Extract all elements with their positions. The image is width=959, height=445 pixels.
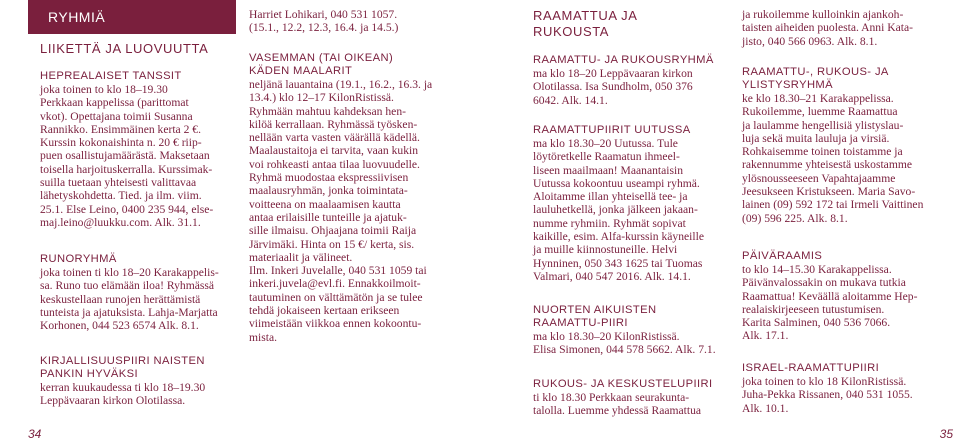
page-title-creativity: LIIKETTÄ JA LUOVUUTTA	[40, 41, 209, 56]
section-body: neljänä lauantaina (19.1., 16.2., 16.3. ja 13.4.) klo 12–17 KilonRistissä. Ryhmään mahtuu kahdeksan hen- kilöä kerrallaan. Ryhmässä työsken- nellään varta vasten väärällä kädellä. Maalaustaitoja ei tarvita, vaan kukin voi rohkeasti antaa tilaa luovuudelle. Ryhmä muodostaa ekspressiivisen maalausryhmän, jonka toimintata- voitteena on maalaamisen kautta antaa erilaisille tunteille ja ajatuk- sille ilmaisu. Ohjaajana toimii Raija Järvimäki. Hinta on 15 €/ kerta, sis. materiaalit ja välineet. Ilm. Inkeri Juvelalle, 040 531 1059 tai inkeri.juvela@evl.fi. Ennakkoilmoit- tautuminen on välttämätön ja se tulee tehdä jokaiseen kertaan erikseen viimeistään viikkoa ennen kokoontu- mista.	[249, 78, 433, 344]
section-heading: RAAMATTU-, RUKOUS- JA YLISTYSRYHMÄ	[742, 66, 889, 91]
section-young-adults	[533, 304, 747, 357]
section-heading: RUKOUS- JA KESKUSTELUPIIRI	[533, 378, 713, 390]
section-heading: KIRJALLISUUSPIIRI NAISTEN PANKIN HYVÄKSI	[40, 355, 205, 380]
section-body: ke klo 18.30–21 Karakappelissa. Rukoilemme, luemme Raamattua ja laulamme hengellisiä ylistyslau- luja sekä muita lauluja ja virsiä. Rohkaisemme toinen toistamme ja rakennumme yhteisestä uskostamme ylösnousseeseen Vapahtajaamme Jeesukseen Kristukseen. Maria Savo- lainen (09) 592 172 tai Irmeli Vaittinen (09) 596 225. Alk. 8.1.	[742, 92, 924, 225]
section-body: joka toinen ti klo 18–20 Karakappelis- sa. Runo tuo elämään iloa! Ryhmässä keskustellaan runojen herättämistä tunteista ja ajatuksista. Lahja-Marjatta Korhonen, 044 523 6574 Alk. 8.1.	[40, 266, 219, 333]
section-heading: RUNORYHMÄ	[40, 253, 117, 265]
section-banner	[28, 0, 236, 34]
section-poetry-group	[40, 253, 236, 332]
page-number-left: 34	[28, 427, 42, 441]
section-continuation	[742, 8, 954, 48]
section-body: Harriet Lohikari, 040 531 1057. (15.1., 12.2, 12.3, 16.4. ja 14.5.)	[249, 8, 399, 35]
section-body: joka toinen to klo 18 KilonRistissä. Juha-Pekka Rissanen, 040 531 1055. Alk. 10.1.	[742, 375, 913, 415]
section-body: kerran kuukaudessa ti klo 18–19.30 Leppävaaran kirkon Olotilassa.	[40, 381, 206, 408]
section-body: ma klo 18.30–20 KilonRistissä. Elisa Simonen, 044 578 5662. Alk. 7.1.	[533, 330, 716, 357]
section-literature-circle	[40, 355, 236, 408]
section-hebrew-dances	[40, 70, 236, 229]
section-israel-bible	[742, 362, 954, 415]
section-heading: VASEMMAN (TAI OIKEAN) KÄDEN MAALARIT	[249, 52, 394, 77]
section-heading: NUORTEN AIKUISTEN RAAMATTU-PIIRI	[533, 304, 657, 329]
section-painters	[249, 52, 464, 344]
section-body: ja rukoilemme kulloinkin ajankoh- taisten aiheiden puolesta. Anni Kata- jisto, 040 566 0963. Alk. 8.1.	[742, 8, 913, 48]
section-heading: HEPREALAISET TANSSIT	[40, 70, 182, 82]
section-body: ma klo 18–20 Leppävaaran kirkon Olotilassa. Isa Sundholm, 050 376 6042. Alk. 14.1.	[533, 67, 693, 107]
section-body: to klo 14–15.30 Karakappelissa. Päivänvalossakin on mukava tutkia Raamattua! Keväällä aloitamme Hep- realaiskirjeeseen tutustumisen. Karita Salminen, 040 536 7066. Alk. 17.1.	[742, 263, 918, 343]
section-heading: RAAMATTUPIIRIT UUTUSSA	[533, 124, 691, 136]
section-body: ti klo 18.30 Perkkaan seurakunta- talolla. Luemme yhdessä Raamattua	[533, 391, 702, 418]
section-prayer-discussion	[533, 378, 747, 418]
page-title-bible: RAAMATTUA JA RUKOUSTA	[533, 8, 638, 39]
page-number-right: 35	[939, 427, 953, 441]
section-continuation	[249, 8, 464, 35]
section-day-bible	[742, 250, 954, 343]
section-body: ma klo 18.30–20 Uutussa. Tule löytöretkelle Raamatun ihmeel- liseen maailmaan! Maanantaisin Uutussa kokoontuu useampi ryhmä. Aloitamme illan yhteisellä tee- ja lauluhetkellä, jonka jälkeen jakaan- numme ryhmiin. Ryhmät sopivat kaikille, esim. Alfa-kurssin käyneille ja muille kiinnostuneille. Helvi Hynninen, 050 343 1625 tai Tuomas Valmari, 040 547 2016. Alk. 14.1.	[533, 137, 704, 283]
section-bible-circles-uutus	[533, 124, 747, 283]
section-body: joka toinen to klo 18–19.30 Perkkaan kappelissa (parittomat vkot). Opettajana toimii Susanna Rannikko. Ensimmäinen kerta 2 €. Kurssin kokonaishinta n. 20 € riip- puen osallistujamäärästä. Maksetaan toisella harjoituskerralla. Kurssimak- suilla tuetaan yhteisesti valittavaa lähetyskohdetta. Tied. ja ilm. viim. 25.1. Else Leino, 0400 235 944, else- maj.leino@luukku.com. Alk. 31.1.	[40, 83, 214, 229]
section-heading: PÄIVÄRAAMIS	[742, 250, 823, 262]
banner-title: RYHMIÄ	[48, 9, 106, 25]
section-heading: ISRAEL-RAAMATTUPIIRI	[742, 362, 880, 374]
section-praise-group	[742, 66, 954, 225]
section-heading: RAAMATTU- JA RUKOUSRYHMÄ	[533, 54, 714, 66]
section-bible-prayer-group	[533, 54, 747, 107]
